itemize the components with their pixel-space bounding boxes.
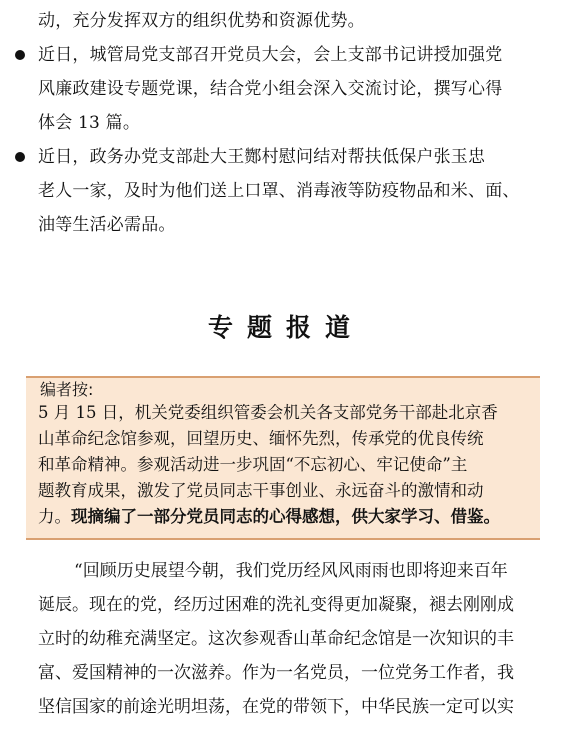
section-title: 专题报道 <box>207 313 364 342</box>
body-line-3: 立时的幼稚充满坚定。这次参观香山革命纪念馆是一次知识的丰 <box>38 629 514 649</box>
body-line-4: 富、爱国精神的一次滋养。作为一名党员，一位党务工作者，我 <box>38 663 514 683</box>
editor-note-label: 编者按: <box>40 380 94 399</box>
body-line-1: “回顾历史展望今朝，我们党历经风风雨雨也即将迎来百年 <box>74 561 508 581</box>
editor-note-line-5-bold: 现摘编了一部分党员同志的心得感想，供大家学习、借鉴。 <box>71 507 500 526</box>
bullet-2-line-3: 油等生活必需品。 <box>38 215 176 235</box>
bullet-1-line-3: 体会 13 篇。 <box>38 113 141 133</box>
body-line-5: 坚信国家的前途光明坦荡，在党的带领下，中华民族一定可以实 <box>38 697 514 717</box>
bullet-icon <box>15 50 25 60</box>
editor-note-line-4: 题教育成果，激发了党员同志干事创业、永远奋斗的激情和动 <box>38 481 484 500</box>
bullet-1-line-1: 近日，城管局党支部召开党员大会，会上支部书记讲授加强党 <box>38 45 503 65</box>
bullet-2-line-1: 近日，政务办党支部赴大王酂村慰问结对帮扶低保户张玉忠 <box>38 147 486 167</box>
editor-note-line-5-normal: 力。 <box>38 507 71 526</box>
editor-note-line-2: 山革命纪念馆参观，回望历史、缅怀先烈，传承党的优良传统 <box>38 429 484 448</box>
bullet-1-line-2: 风廉政建设专题党课，结合党小组会深入交流讨论，撰写心得 <box>38 79 503 99</box>
editor-note-line-3: 和革命精神。参观活动进一步巩固“不忘初心、牢记使命”主 <box>38 455 468 474</box>
body-line-2: 诞辰。现在的党，经历过困难的洗礼变得更加凝聚，褪去刚刚成 <box>38 595 514 615</box>
editor-note-line-1: 5 月 15 日，机关党委组织管委会机关各支部党务干部赴北京香 <box>38 403 498 422</box>
continuation-text: 动，充分发挥双方的组织优势和资源优势。 <box>38 11 365 31</box>
bullet-icon <box>15 152 25 162</box>
editor-note-line-5 <box>38 506 500 528</box>
bullet-2-line-2: 老人一家，及时为他们送上口罩、消毒液等防疫物品和米、面、 <box>38 181 520 201</box>
